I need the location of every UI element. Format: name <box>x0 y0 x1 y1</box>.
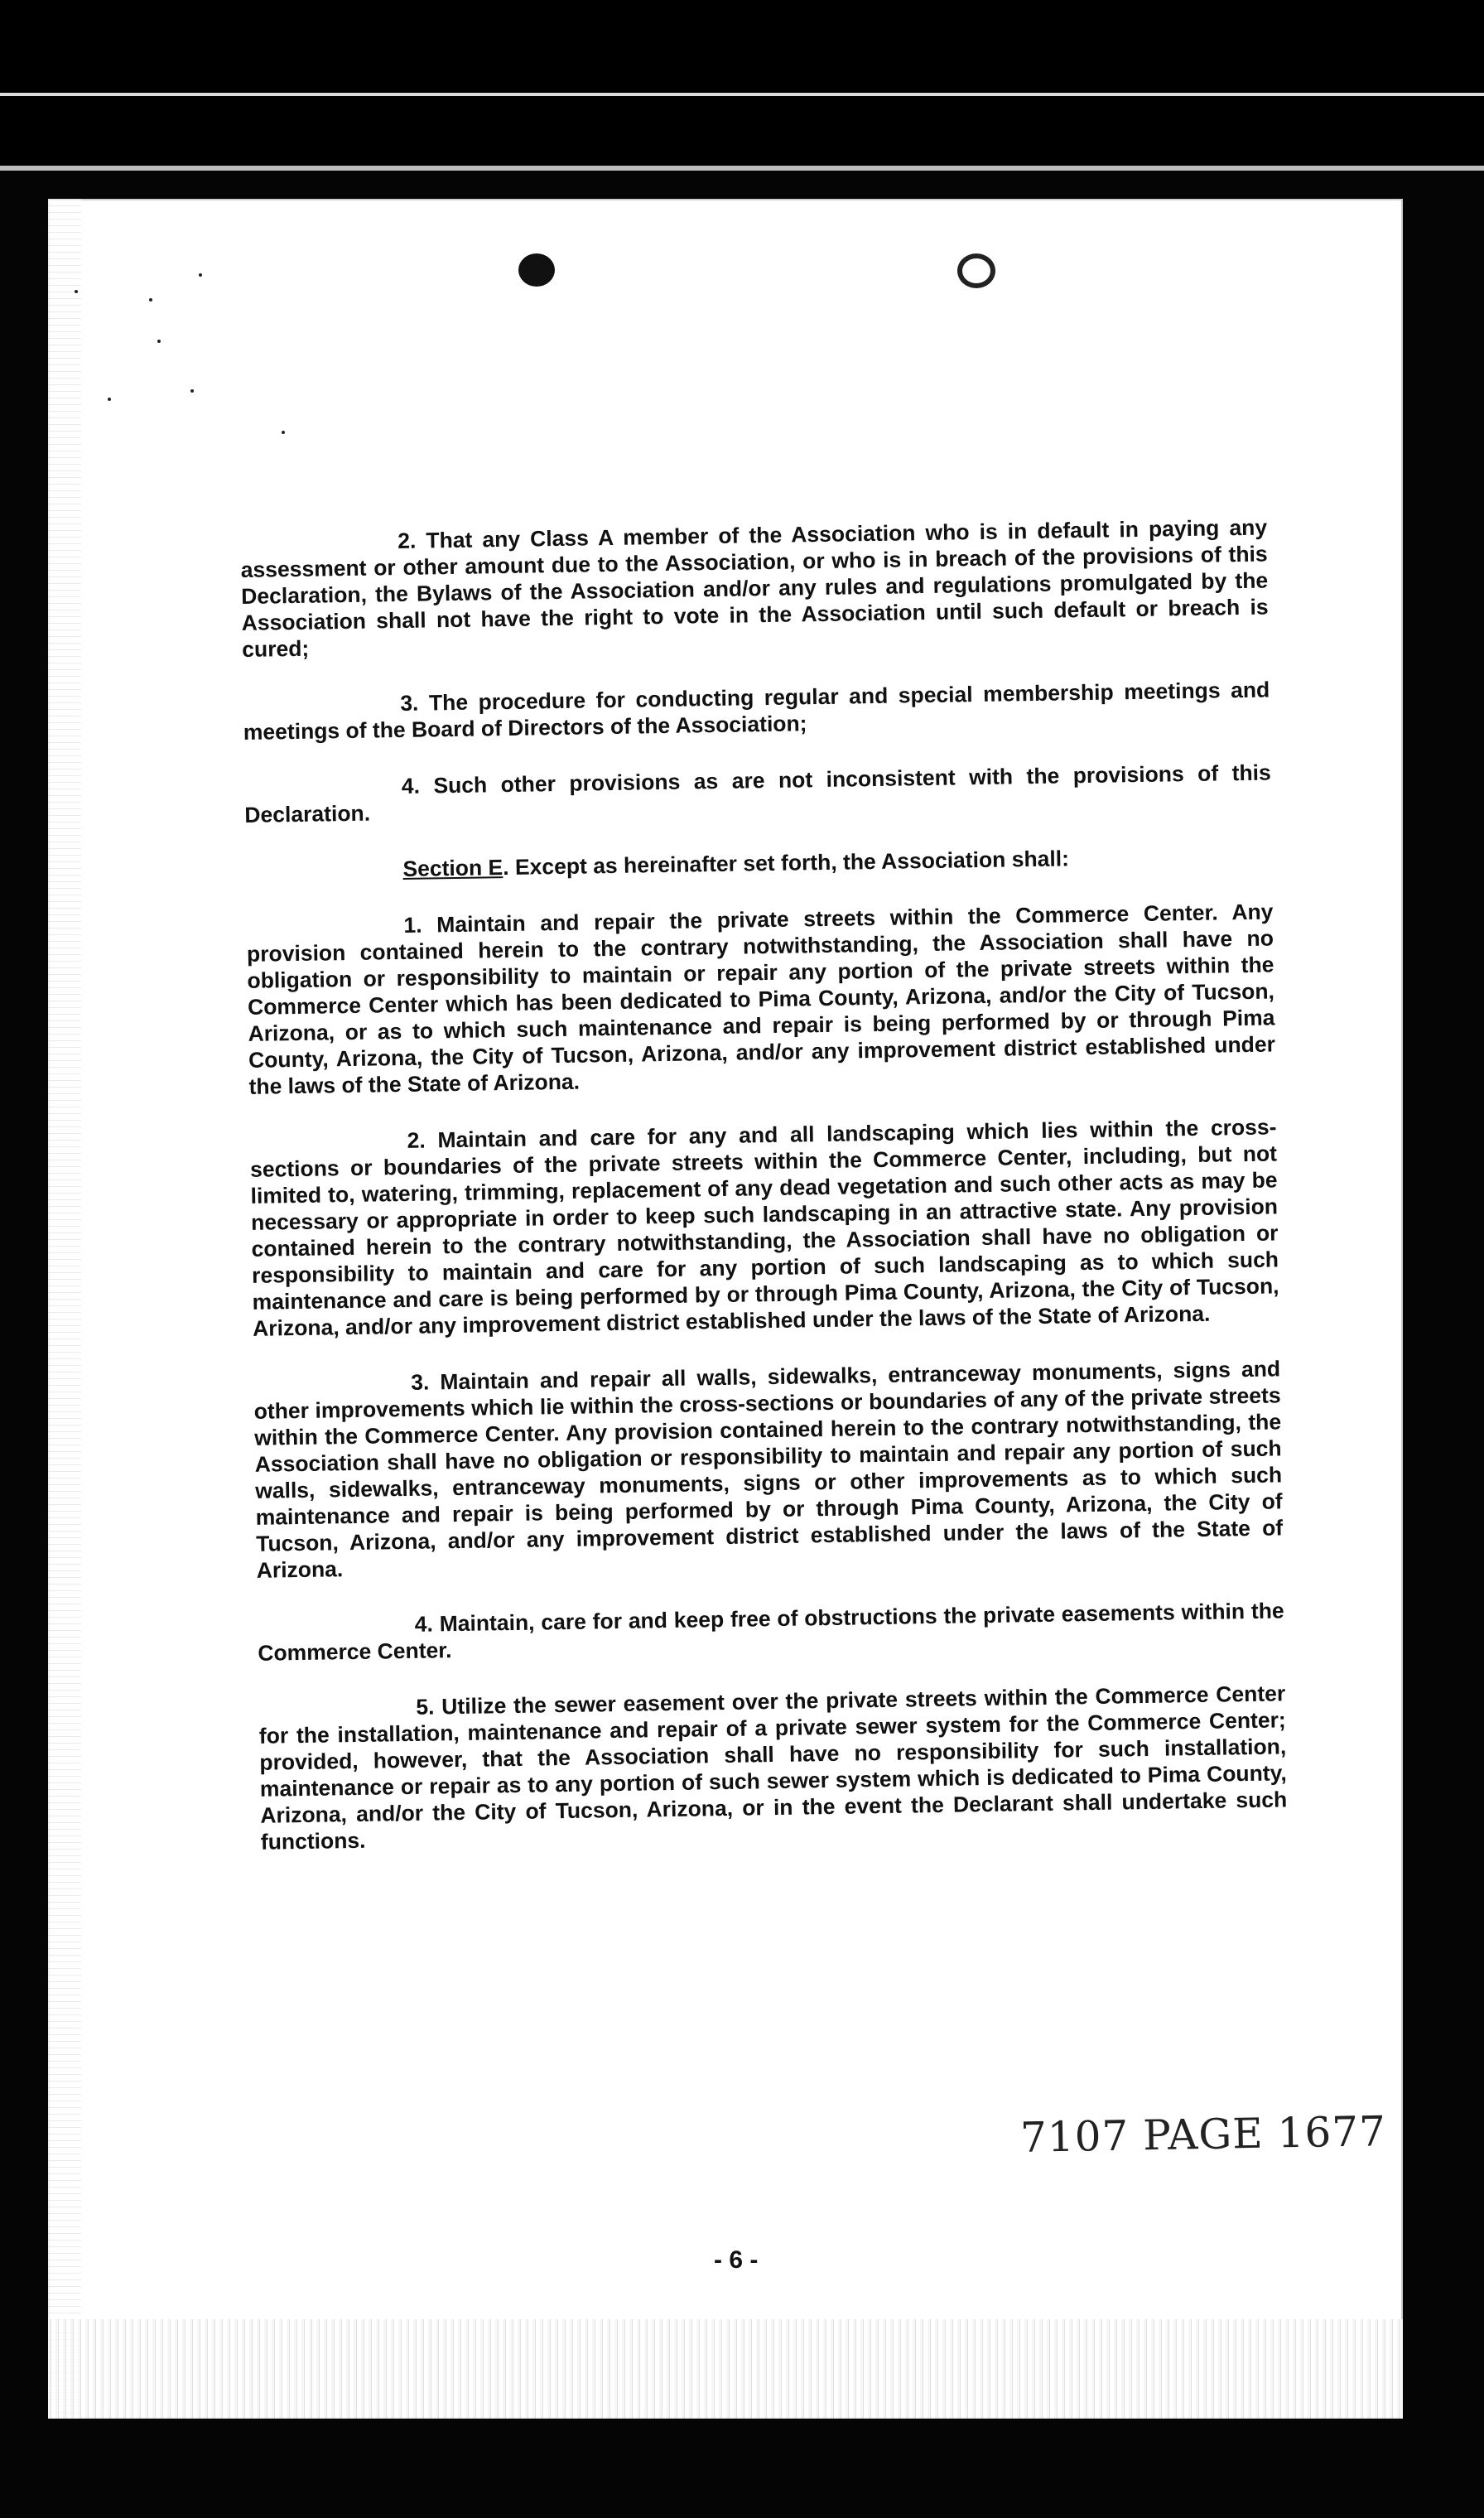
scan-speck <box>199 273 202 277</box>
section-e-item-4: 4. Maintain, care for and keep free of obstructions the private easements within the Commerce Center. <box>258 1598 1284 1666</box>
scan-speck <box>149 298 152 301</box>
paragraph-item-3: 3. The procedure for conducting regular and special membership meetings and meetings of the Board of Directors of the Association; <box>243 677 1270 745</box>
section-e-item-1: 1. Maintain and repair the private streets within the Commerce Center. Any provision contained herein to the contrary notwithstanding, the Association shall have no obligation or responsibility to maintain or repair any portion of the private streets within the Commerce Center which has been dedicated to Pima County, Arizona, and/or the City of Tucson, Arizona, or as to which such maintenance and repair is being performed by or through Pima County, Arizona, the City of Tucson, Arizona, and/or any improvement district established under the laws of the State of Arizona. <box>246 899 1276 1099</box>
scan-noise-bottom-edge <box>48 2319 1403 2419</box>
scan-speck <box>282 431 285 434</box>
document-body <box>240 514 1289 1885</box>
docket-page-stamp: 7107 PAGE 1677 <box>1019 2107 1387 2162</box>
page-number: - 6 - <box>714 2246 759 2274</box>
scan-border-top <box>0 0 1484 166</box>
section-e-item-3: 3. Maintain and repair all walls, sidewalks, entranceway monuments, signs and other improvements which lie within the cross-sections or boundaries of any of the private streets within the Commerce Center. Any provision contained herein to the contrary notwithstanding, the Association shall have no obligation or responsibility to maintain and repair any portion of such walls, sidewalks, entranceway monuments, signs or other improvements as to which such maintenance and repair is being performed by or through Pima County, Arizona, the City of Tucson, Arizona, and/or any improvement district established under the laws of the State of Arizona. <box>253 1356 1284 1583</box>
scan-speck <box>108 398 111 401</box>
scan-artifact-line <box>0 166 1484 171</box>
section-e-intro-text: . Except as hereinafter set forth, the Association shall: <box>502 846 1070 880</box>
punch-hole-icon <box>957 253 995 288</box>
paragraph-item-2: 2. That any Class A member of the Association who is in default in paying any assessment or other amount due to the Association, or who is in breach of the provisions of this Declaration, the Bylaws of the Association and/or any rules and regulations promulgated by the Association shall not have the right to vote in the Association until such default or breach is cured; <box>240 514 1269 662</box>
punch-hole-icon <box>518 253 555 287</box>
section-e-item-2: 2. Maintain and care for any and all landscaping which lies within the cross-sections or boundaries of the private streets within the Commerce Center, including, but not limited to, watering, trimming, replacement of any dead vegetation and such other acts as may be necessary or appropriate in order to keep such landscaping in an attractive state. Any provision contained herein to the contrary notwithstanding, the Association shall have no obligation or responsibility to maintain and care for any portion of such landscaping as to which such maintenance and care is being performed by or through Pima County, Arizona, the City of Tucson, Arizona, and/or any improvement district established under the laws of the State of Arizona. <box>249 1114 1279 1341</box>
section-e-heading: Section E <box>402 855 504 881</box>
scan-speck <box>190 389 194 393</box>
scan-artifact-line <box>0 93 1484 96</box>
scan-speck <box>75 290 78 293</box>
scan-speck <box>157 340 161 343</box>
section-e-item-5: 5. Utilize the sewer easement over the private streets within the Commerce Center for the installation, maintenance and repair of a private sewer system for the Commerce Center; provided, however, that the Association shall have no responsibility for such installation, maintenance or repair as to any portion of such sewer system which is dedicated to Pima County, Arizona, and/or the City of Tucson, Arizona, or in the event the Declarant shall undertake such functions. <box>258 1681 1288 1855</box>
section-e-intro <box>245 842 1272 884</box>
paragraph-item-4: 4. Such other provisions as are not inconsistent with the provisions of this Declaration. <box>244 760 1271 827</box>
scan-noise-left-edge <box>48 199 81 2419</box>
